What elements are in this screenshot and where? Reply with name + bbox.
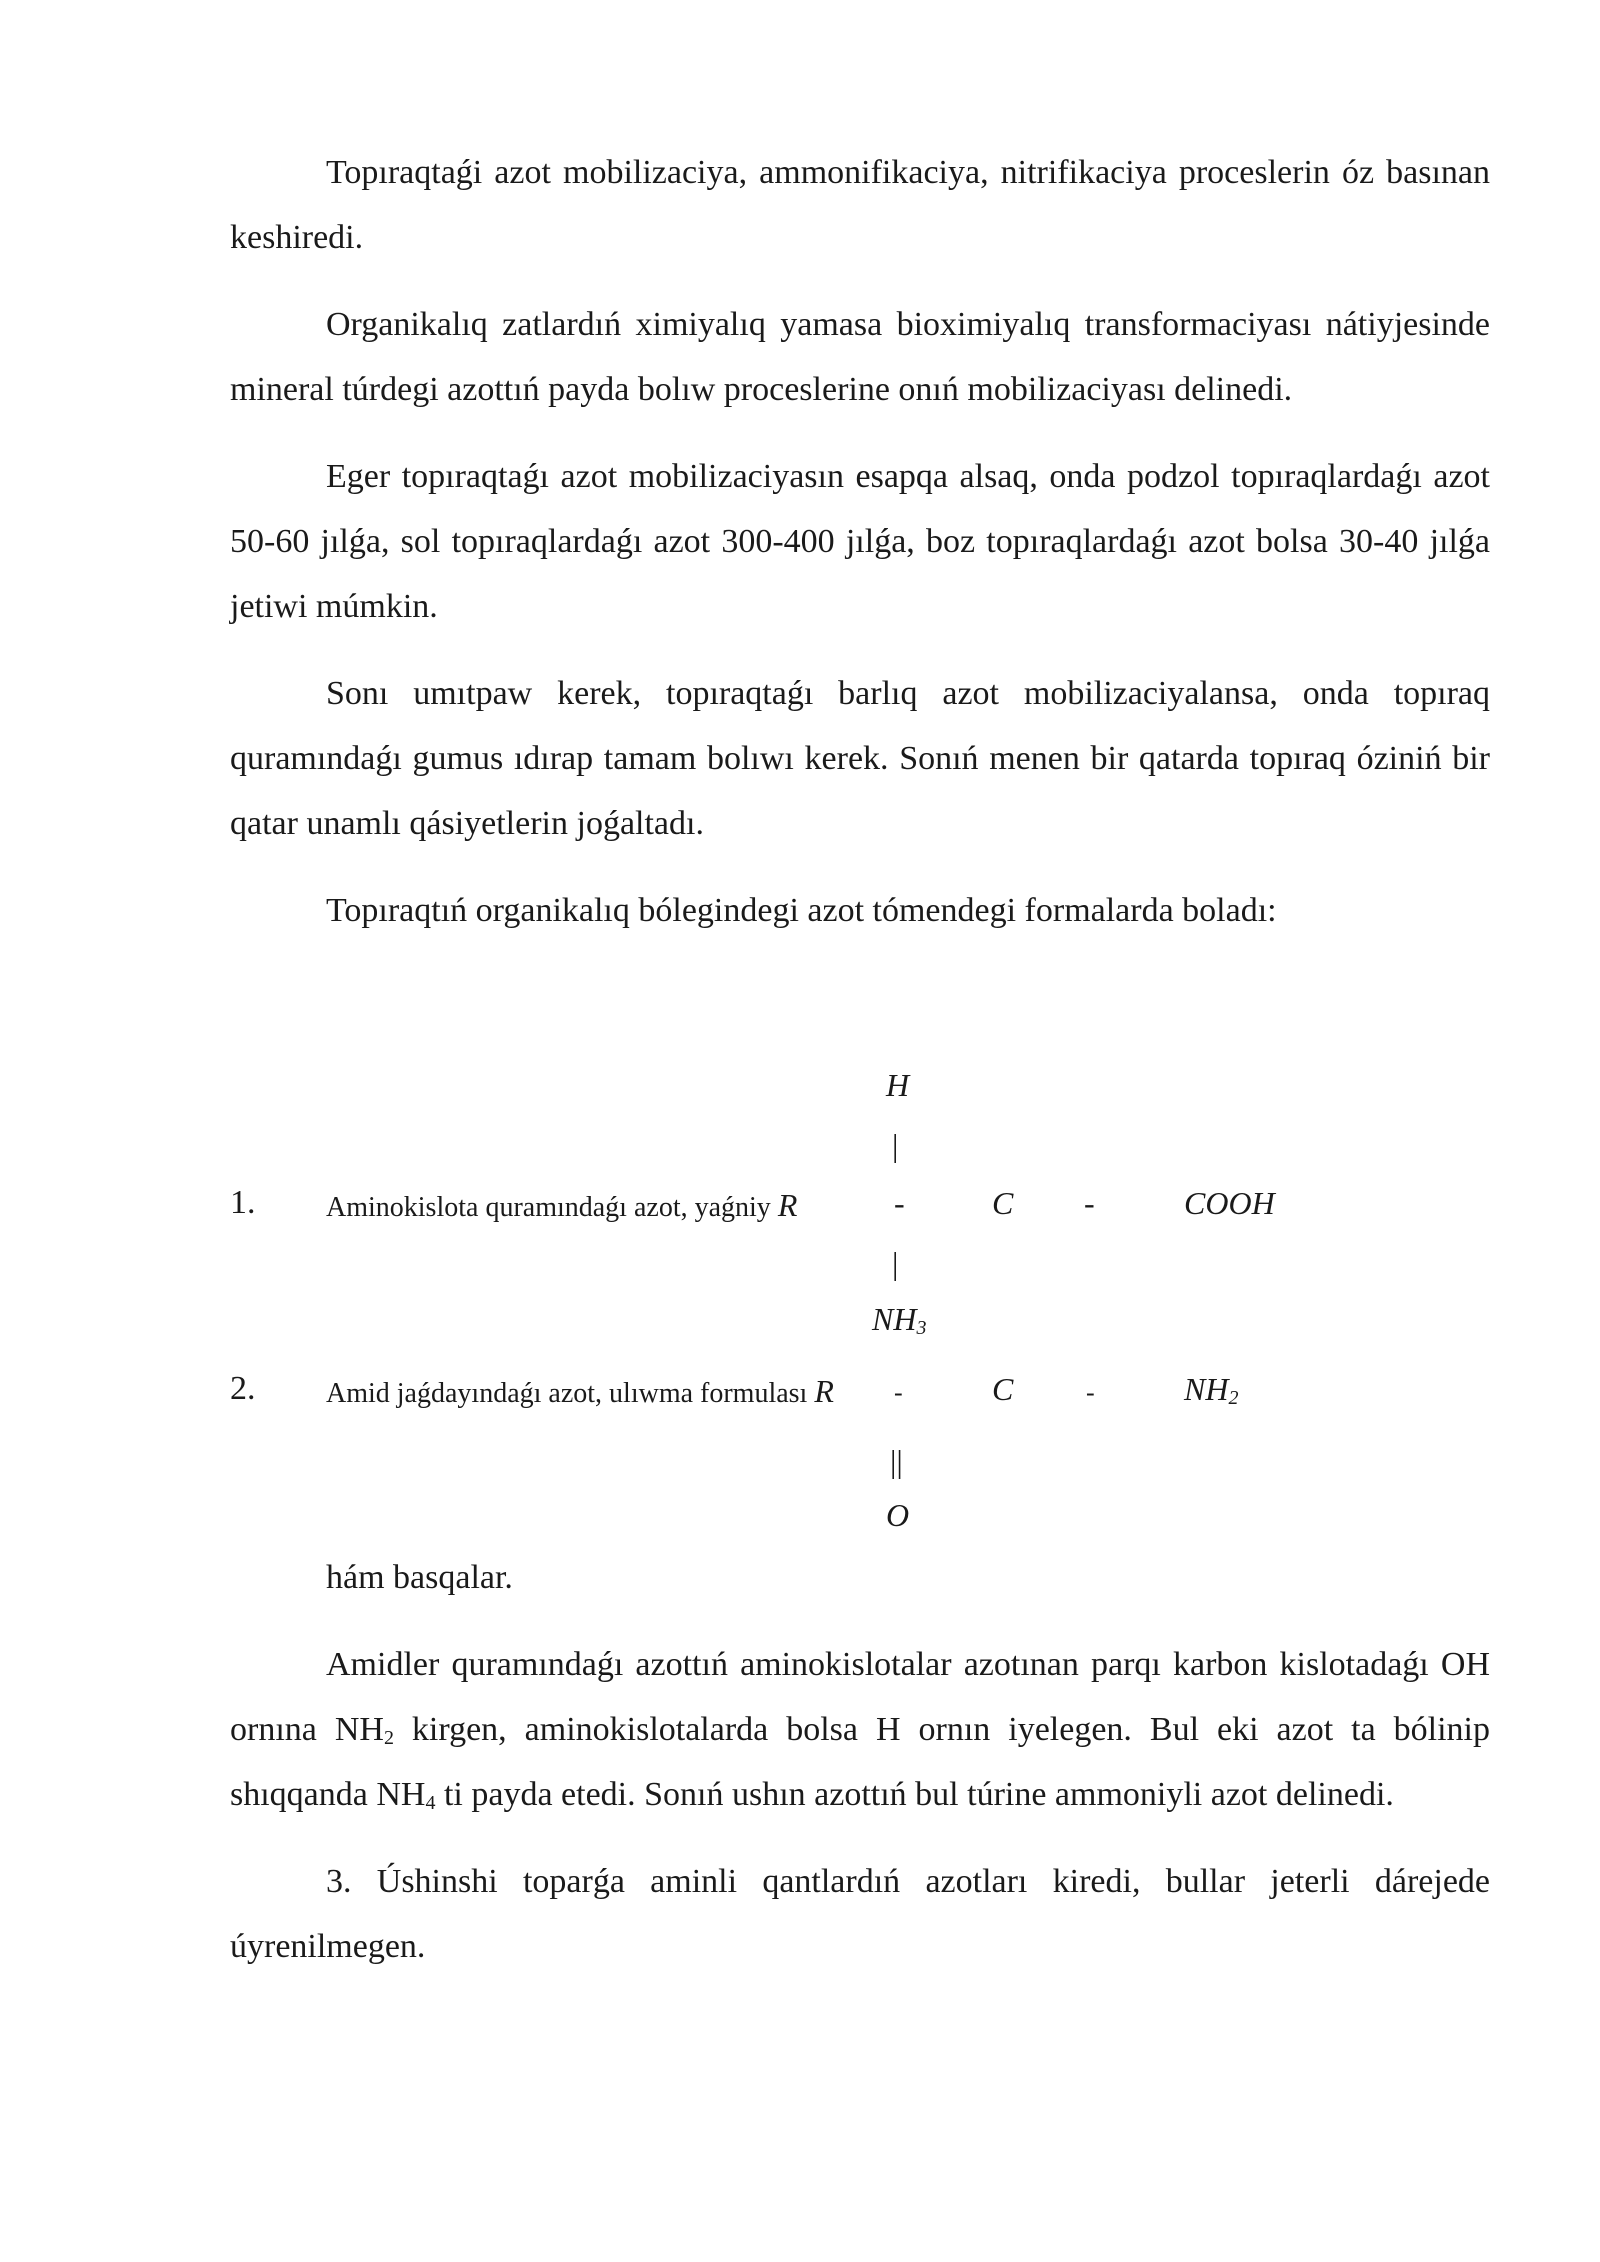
document-page (230, 140, 1490, 2001)
paragraph-3: Eger topıraqtaǵı azot mobilizaciyasın esapqa alsaq, onda podzol topıraqlardaǵı azot 50-60 jılǵa, sol topıraqlardaǵı azot 300-400 jılǵa, boz topıraqlardaǵı azot bolsa 30-40 jılǵa jetiwi múmkin. (230, 458, 1490, 625)
formula2-double-bond: || (890, 1443, 903, 1479)
formula2-number: 2. (230, 1370, 256, 1407)
formula1-label: Aminokislota quramındaǵı azot, yaǵniy R (326, 1187, 798, 1223)
formula1-dash-left: - (894, 1185, 905, 1221)
formula2-bottom-atom: O (886, 1497, 910, 1533)
paragraph-amid: Amidler quramındaǵı azottıń aminokislotalar azotınan parqı karbon kislotadaǵı OH ornına $NH_2$ kirgen, aminokislotalarda bolsa H ornın iyelegen. Bul eki azot ta bólinip shıqqanda $NH_4$ ti payda etedi. Sonıń ushın azottıń bul túrine ammoniyli azot delinedi. (230, 1646, 1490, 1814)
formula1-bar-top: | (892, 1127, 899, 1163)
paragraph-last: 3. Úshinshi toparǵa aminli qantlardıń azotları kiredi, bullar jeterli dárejede úyrenilmegen. (230, 1863, 1490, 1965)
paragraph-2: Organikalıq zatlardıń ximiyalıq yamasa bioximiyalıq transformaciyası nátiyjesinde mineral túrdegi azottıń payda bolıw proceslerine onıń mobilizaciyası delinedi. (230, 306, 1490, 408)
formula1-bottom-group: $NH_3$ (872, 1301, 927, 1339)
formula1-dash-right: - (1084, 1185, 1095, 1221)
formula2-dash-right: - (1086, 1378, 1095, 1407)
formula1-right-group: COOH (1184, 1185, 1275, 1221)
paragraph-5: Topıraqtıń organikalıq bólegindegi azot tómendegi formalarda boladı: (326, 892, 1277, 929)
formula2-dash-left: - (894, 1378, 903, 1407)
formula-block (230, 965, 1490, 1545)
formula1-top-atom: H (886, 1067, 910, 1103)
formula1-center-atom: C (992, 1185, 1014, 1221)
formula2-right-group: $NH_2$ (1184, 1371, 1239, 1409)
tail-text: hám basqalar. (326, 1559, 513, 1596)
paragraph-4: Sonı umıtpaw kerek, topıraqtaǵı barlıq azot mobilizaciyalansa, onda topıraq quramındaǵı gumus ıdırap tamam bolıwı kerek. Sonıń menen bir qatarda topıraq óziniń bir qatar unamlı qásiyetlerin joǵaltadı. (230, 675, 1490, 842)
formula2-label: Amid jaǵdayındaǵı azot, ulıwma formulası R (326, 1373, 834, 1409)
formula1-bar-bottom: | (892, 1245, 899, 1281)
paragraph-1: Topıraqtaǵi azot mobilizaciya, ammonifikaciya, nitrifikaciya proceslerin óz basınan keshiredi. (230, 154, 1490, 256)
formula1-number: 1. (230, 1184, 256, 1221)
formula2-center-atom: C (992, 1371, 1014, 1407)
